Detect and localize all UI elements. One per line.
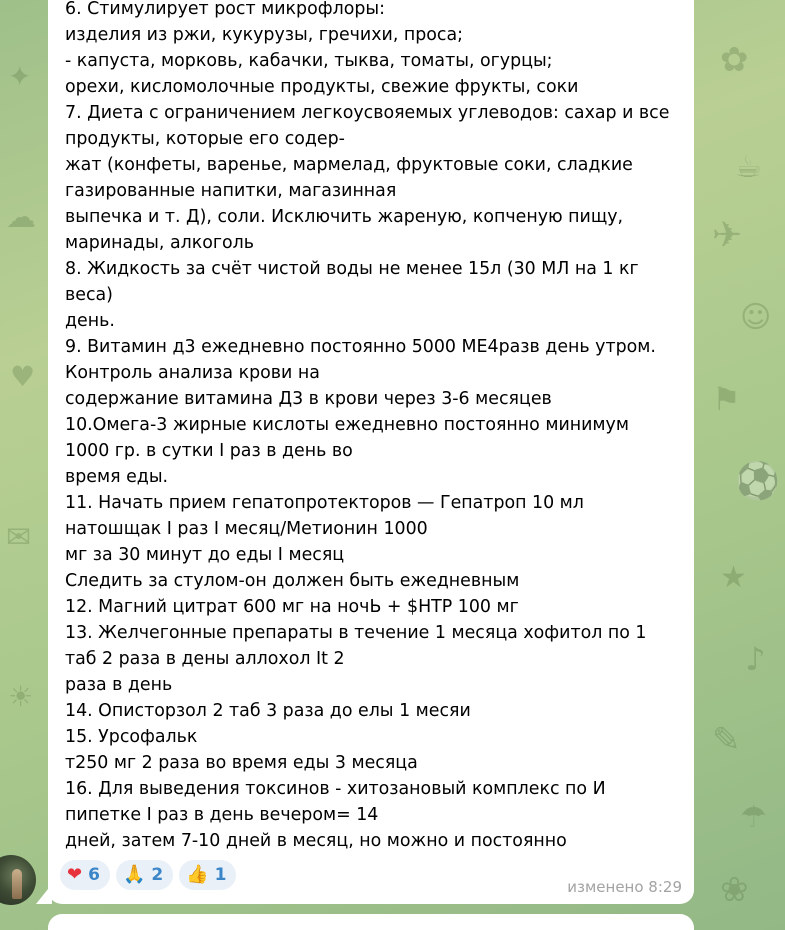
message-line: мг за 30 минут до еды I месяц <box>65 545 345 565</box>
reactions-bar <box>60 860 236 890</box>
background-doodle: ⚽ <box>735 461 780 502</box>
background-doodle: ☕ <box>735 150 762 185</box>
message-line: Контроль анализа крови на <box>65 363 320 383</box>
message-line: маринады, алкоголь <box>65 233 255 253</box>
message-line: 16. Для выведения токсинов - хитозановый комплекс по И <box>65 779 606 799</box>
background-doodle: ♪ <box>745 640 766 678</box>
message-line: пипетке I раз в день вечером= 14 <box>65 805 379 825</box>
reaction-heart[interactable] <box>60 860 110 890</box>
background-doodle: ❀ <box>720 870 749 910</box>
message-line: жат (конфеты, варенье, мармелад, фруктовые соки, сладкие <box>65 155 633 175</box>
message-line: 6. Стимулирует рост микрофлоры: <box>65 0 385 19</box>
message-line: 9. Витамин д3 ежедневно постоянно 5000 МЕ4разв день утром. <box>65 337 656 357</box>
background-doodle: ✎ <box>712 720 741 760</box>
message-line: натошщак I раз I месяц/Метионин 1000 <box>65 519 428 539</box>
message-line: Следить за стулом-он должен быть ежедневным <box>65 571 520 591</box>
background-doodle: ☁ <box>6 200 36 235</box>
message-timestamp: изменено 8:29 <box>567 878 682 896</box>
message-line: 14. Описторзол 2 таб 3 раза до елы 1 месяи <box>65 701 471 721</box>
reaction-thumbs-up[interactable] <box>179 860 236 890</box>
message-line: раза в день <box>65 675 173 695</box>
message-line: 15. Урсофальк <box>65 727 198 747</box>
message-line: 10.Омега-3 жирные кислоты ежедневно постоянно минимум <box>65 415 629 435</box>
message-line: 7. Диета с ограничением легкоусвояемых углеводов: сахар и все <box>65 103 670 123</box>
message-line: 13. Желчегонные препараты в течение 1 месяца хофитол по 1 <box>65 623 647 643</box>
background-doodle: ✿ <box>720 40 749 80</box>
thumbs-up-icon: 👍 <box>186 864 209 885</box>
background-doodle: ✈ <box>712 215 743 256</box>
message-line: 8. Жидкость за счёт чистой воды не менее 15л (30 МЛ на 1 кг <box>65 259 639 279</box>
background-doodle: ☂ <box>740 800 767 835</box>
message-line: изделия из ржи, кукурузы, гречихи, проса; <box>65 25 464 45</box>
bubble-tail <box>36 884 52 904</box>
message-line: орехи, кисломолочные продукты, свежие фрукты, соки <box>65 77 579 97</box>
message-line: выпечка и т. Д), соли. Исключить жареную, копченую пищу, <box>65 207 624 227</box>
background-doodle: ★ <box>720 560 747 595</box>
message-line: день. <box>65 311 115 331</box>
reaction-pray[interactable] <box>116 860 173 890</box>
background-doodle: ♥ <box>10 360 36 393</box>
message-line: 1000 гр. в сутки I раз в день во <box>65 441 353 461</box>
message-line: - капуста, морковь, кабачки, тыква, томаты, огурцы; <box>65 51 553 71</box>
heart-icon: ❤ <box>67 864 83 885</box>
background-doodle: ☀ <box>8 680 34 713</box>
message-line: т250 мг 2 раза во время еды 3 месяца <box>65 753 418 773</box>
message-line: газированные напитки, магазинная <box>65 181 397 201</box>
reaction-count: 2 <box>151 865 164 885</box>
reaction-count: 6 <box>88 865 100 885</box>
avatar-figure <box>12 869 22 899</box>
message-line: таб 2 раза в дены аллохол It 2 <box>65 649 345 669</box>
avatar[interactable] <box>0 855 36 905</box>
message-bubble[interactable] <box>48 0 694 904</box>
pray-icon: 🙏 <box>122 864 146 885</box>
message-line: 11. Начать прием гепатопротекторов — Гепатроп 10 мл <box>65 493 584 513</box>
background-doodle: ☺ <box>740 300 772 335</box>
message-line: содержание витамина Д3 в крови через 3-6 месяцев <box>65 389 552 409</box>
message-line: продукты, которые его содер- <box>65 129 345 149</box>
message-line: веса) <box>65 285 113 305</box>
background-doodle: ✦ <box>8 60 32 93</box>
message-text <box>65 0 685 854</box>
message-line: 12. Магний цитрат 600 мг на ночЬ + $НТР 100 мг <box>65 597 519 617</box>
reaction-count: 1 <box>214 865 227 885</box>
message-line: время еды. <box>65 467 169 487</box>
next-message-bubble[interactable] <box>48 914 694 930</box>
message-line: дней, затем 7-10 дней в месяц, но можно и постоянно <box>65 831 567 851</box>
background-doodle: ⚑ <box>712 380 741 418</box>
background-doodle: ✉ <box>6 520 32 555</box>
